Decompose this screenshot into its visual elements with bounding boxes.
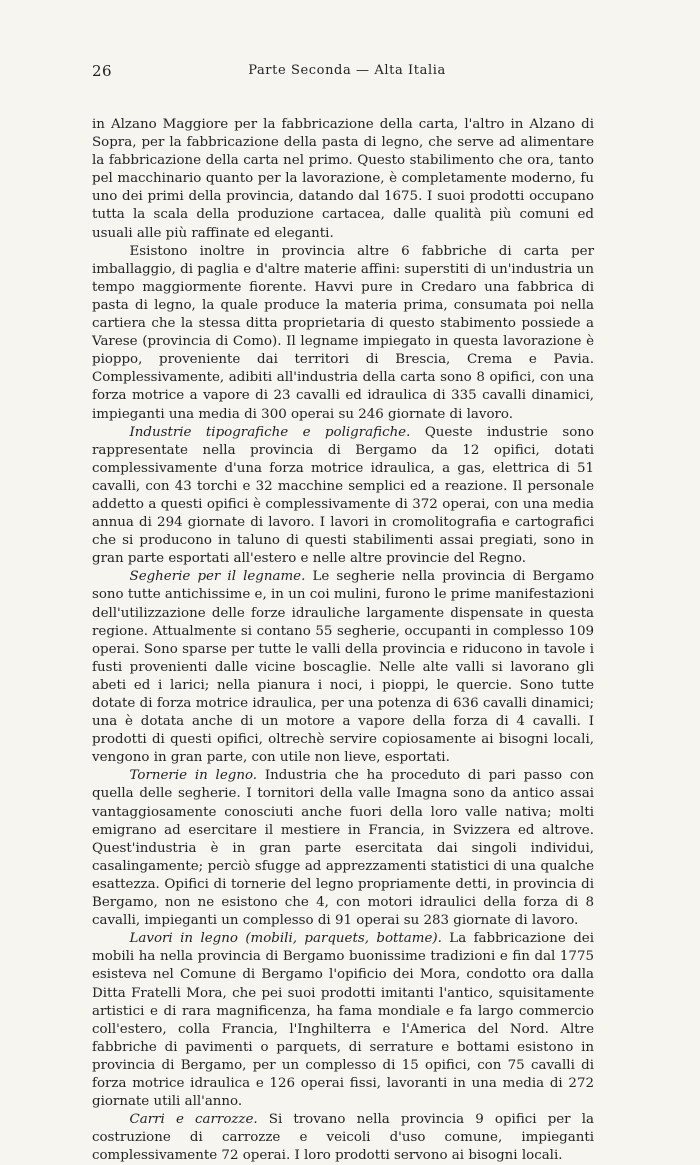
page-number: 26 <box>92 62 113 80</box>
paragraph-paper-mill <box>92 116 594 243</box>
paragraph-text: Le segherie nella provincia di Bergamo sono tutte antichissime e, in un coi mulini, furono le prime manifestazioni dell'utilizzazione delle forze idrauliche largamente dispensate in questa regione. Attualmente si contano 55 segherie, occupanti in complesso 109 operai. Sono sparse per tutte le valli della provincia e riducono in tavole i fusti provenienti dalle vicine boscaglie. Nelle alte valli si lavorano gli abeti ed i larici; nella pianura i noci, i pioppi, le quercie. Sono tutte dotate di forza motrice idraulica, per una potenza di 636 cavalli dinamici; una è dotata anche di un motore a vapore della forza di 4 cavalli. I prodotti di questi opifici, oltrechè servire copiosamente ai bisogni locali, vengono in gran parte, con utile non lieve, esportati. <box>92 569 595 766</box>
paragraph-text: in Alzano Maggiore per la fabbricazione della carta, l'altro in Alzano di Sopra, per la fabbricazione della pasta di legno, che serve ad alimentare la fabbricazione della carta nel primo. Questo stabilimento che ora, tanto pel macchinario quanto per la lavorazione, è completamente moderno, fu uno dei primi della provincia, datando dal 1675. I suoi prodotti occupano tutta la scala della produzione cartacea, dalle qualità più comuni ed usuali alle più raffinate ed eleganti. <box>92 117 594 241</box>
paragraph-paper-factories <box>92 243 594 424</box>
page-header <box>92 62 602 84</box>
paragraph-lead: Carri e carrozze. <box>129 1112 258 1128</box>
paragraph-printing-industries <box>92 424 594 569</box>
paragraph-sawmills <box>92 568 594 767</box>
paragraph-text: Industria che ha proceduto di pari passo con quella delle segherie. I tornitori della valle Imagna sono da antico assai vantaggiosamente conosciuti anche fuori della loro valle nativa; molti emigrano ad esercitare il mestiere in Francia, in Svizzera ed altrove. Quest'industria è in gran parte esercitata dai singoli individui, casalingamente; perciò sfugge ad apprezzamenti statistici di una qualche esattezza. Opifici di tornerie del legno propriamente detti, in provincia di Bergamo, non ne esistono che 4, con motori idraulici della forza di 8 cavalli, impieganti un complesso di 91 operai su 283 giornate di lavoro. <box>92 768 595 929</box>
paragraph-lead: Lavori in legno (mobili, parquets, bottame). <box>129 931 442 947</box>
paragraph-text: La fabbricazione dei mobili ha nella provincia di Bergamo buonissime tradizioni e fin dal 1775 esisteva nel Comune di Bergamo l'opificio dei Mora, condotto ora dalla Ditta Fratelli Mora, che pei suoi prodotti imitanti l'antico, squisitamente artistici e di rara magnificenza, ha fama mondiale e fa largo commercio coll'estero, colla Francia, l'Inghilterra e l'America del Nord. Altre fabbriche di pavimenti o parquets, di serrature e bottami esistono in provincia di Bergamo, per un complesso di 15 opifici, con 75 cavalli di forza motrice idraulica e 126 operai fissi, lavoranti in una media di 272 giornate utili all'anno. <box>92 931 594 1110</box>
paragraph-carriages <box>92 1111 594 1165</box>
paragraph-wood-turning <box>92 767 594 930</box>
paragraph-lead: Segherie per il legname. <box>129 569 306 585</box>
paragraph-lead: Tornerie in legno. <box>129 768 258 784</box>
paragraph-text: Si trovano nella provincia 9 opifici per la costruzione di carrozze e veicoli d'uso comune, impieganti complessivamente 72 operai. I loro prodotti servono ai bisogni locali. <box>92 1112 594 1164</box>
paragraph-text: Queste industrie sono rappresentate nella provincia di Bergamo da 12 opifici, dotati complessivamente d'una forza motrice idraulica, a gas, elettrica di 51 cavalli, con 43 torchi e 32 macchine semplici ed a reazione. Il personale addetto a questi opifici è complessivamente di 372 operai, con una media annua di 294 giornate di lavoro. I lavori in cromolitografia e cartografici che si producono in taluno di questi stabilimenti assai pregiati, sono in gran parte esportati all'estero e nelle altre provincie del Regno. <box>92 424 594 567</box>
paragraph-woodwork <box>92 930 594 1111</box>
body-text <box>92 116 594 1165</box>
paragraph-lead: Industrie tipografiche e poligrafiche. <box>129 424 411 440</box>
paragraph-text: Esistono inoltre in provincia altre 6 fabbriche di carta per imballaggio, di paglia e d'altre materie affini: superstiti di un'industria un tempo maggiormente fiorente. Havvi pure in Credaro una fabbrica di pasta di legno, la quale produce la materia prima, consumata poi nella cartiera che la stessa ditta proprietaria di questo stabimento possiede a Varese (provincia di Como). Il legname impiegato in questa lavorazione è pioppo, proveniente dai territori di Brescia, Crema e Pavia. Complessivamente, adibiti all'industria della carta sono 8 opifici, con una forza motrice a vapore di 23 cavalli ed idraulica di 335 cavalli dinamici, impieganti una media di 300 operai su 246 giornate di lavoro. <box>92 243 594 422</box>
running-title: Parte Seconda — Alta Italia <box>248 63 446 78</box>
